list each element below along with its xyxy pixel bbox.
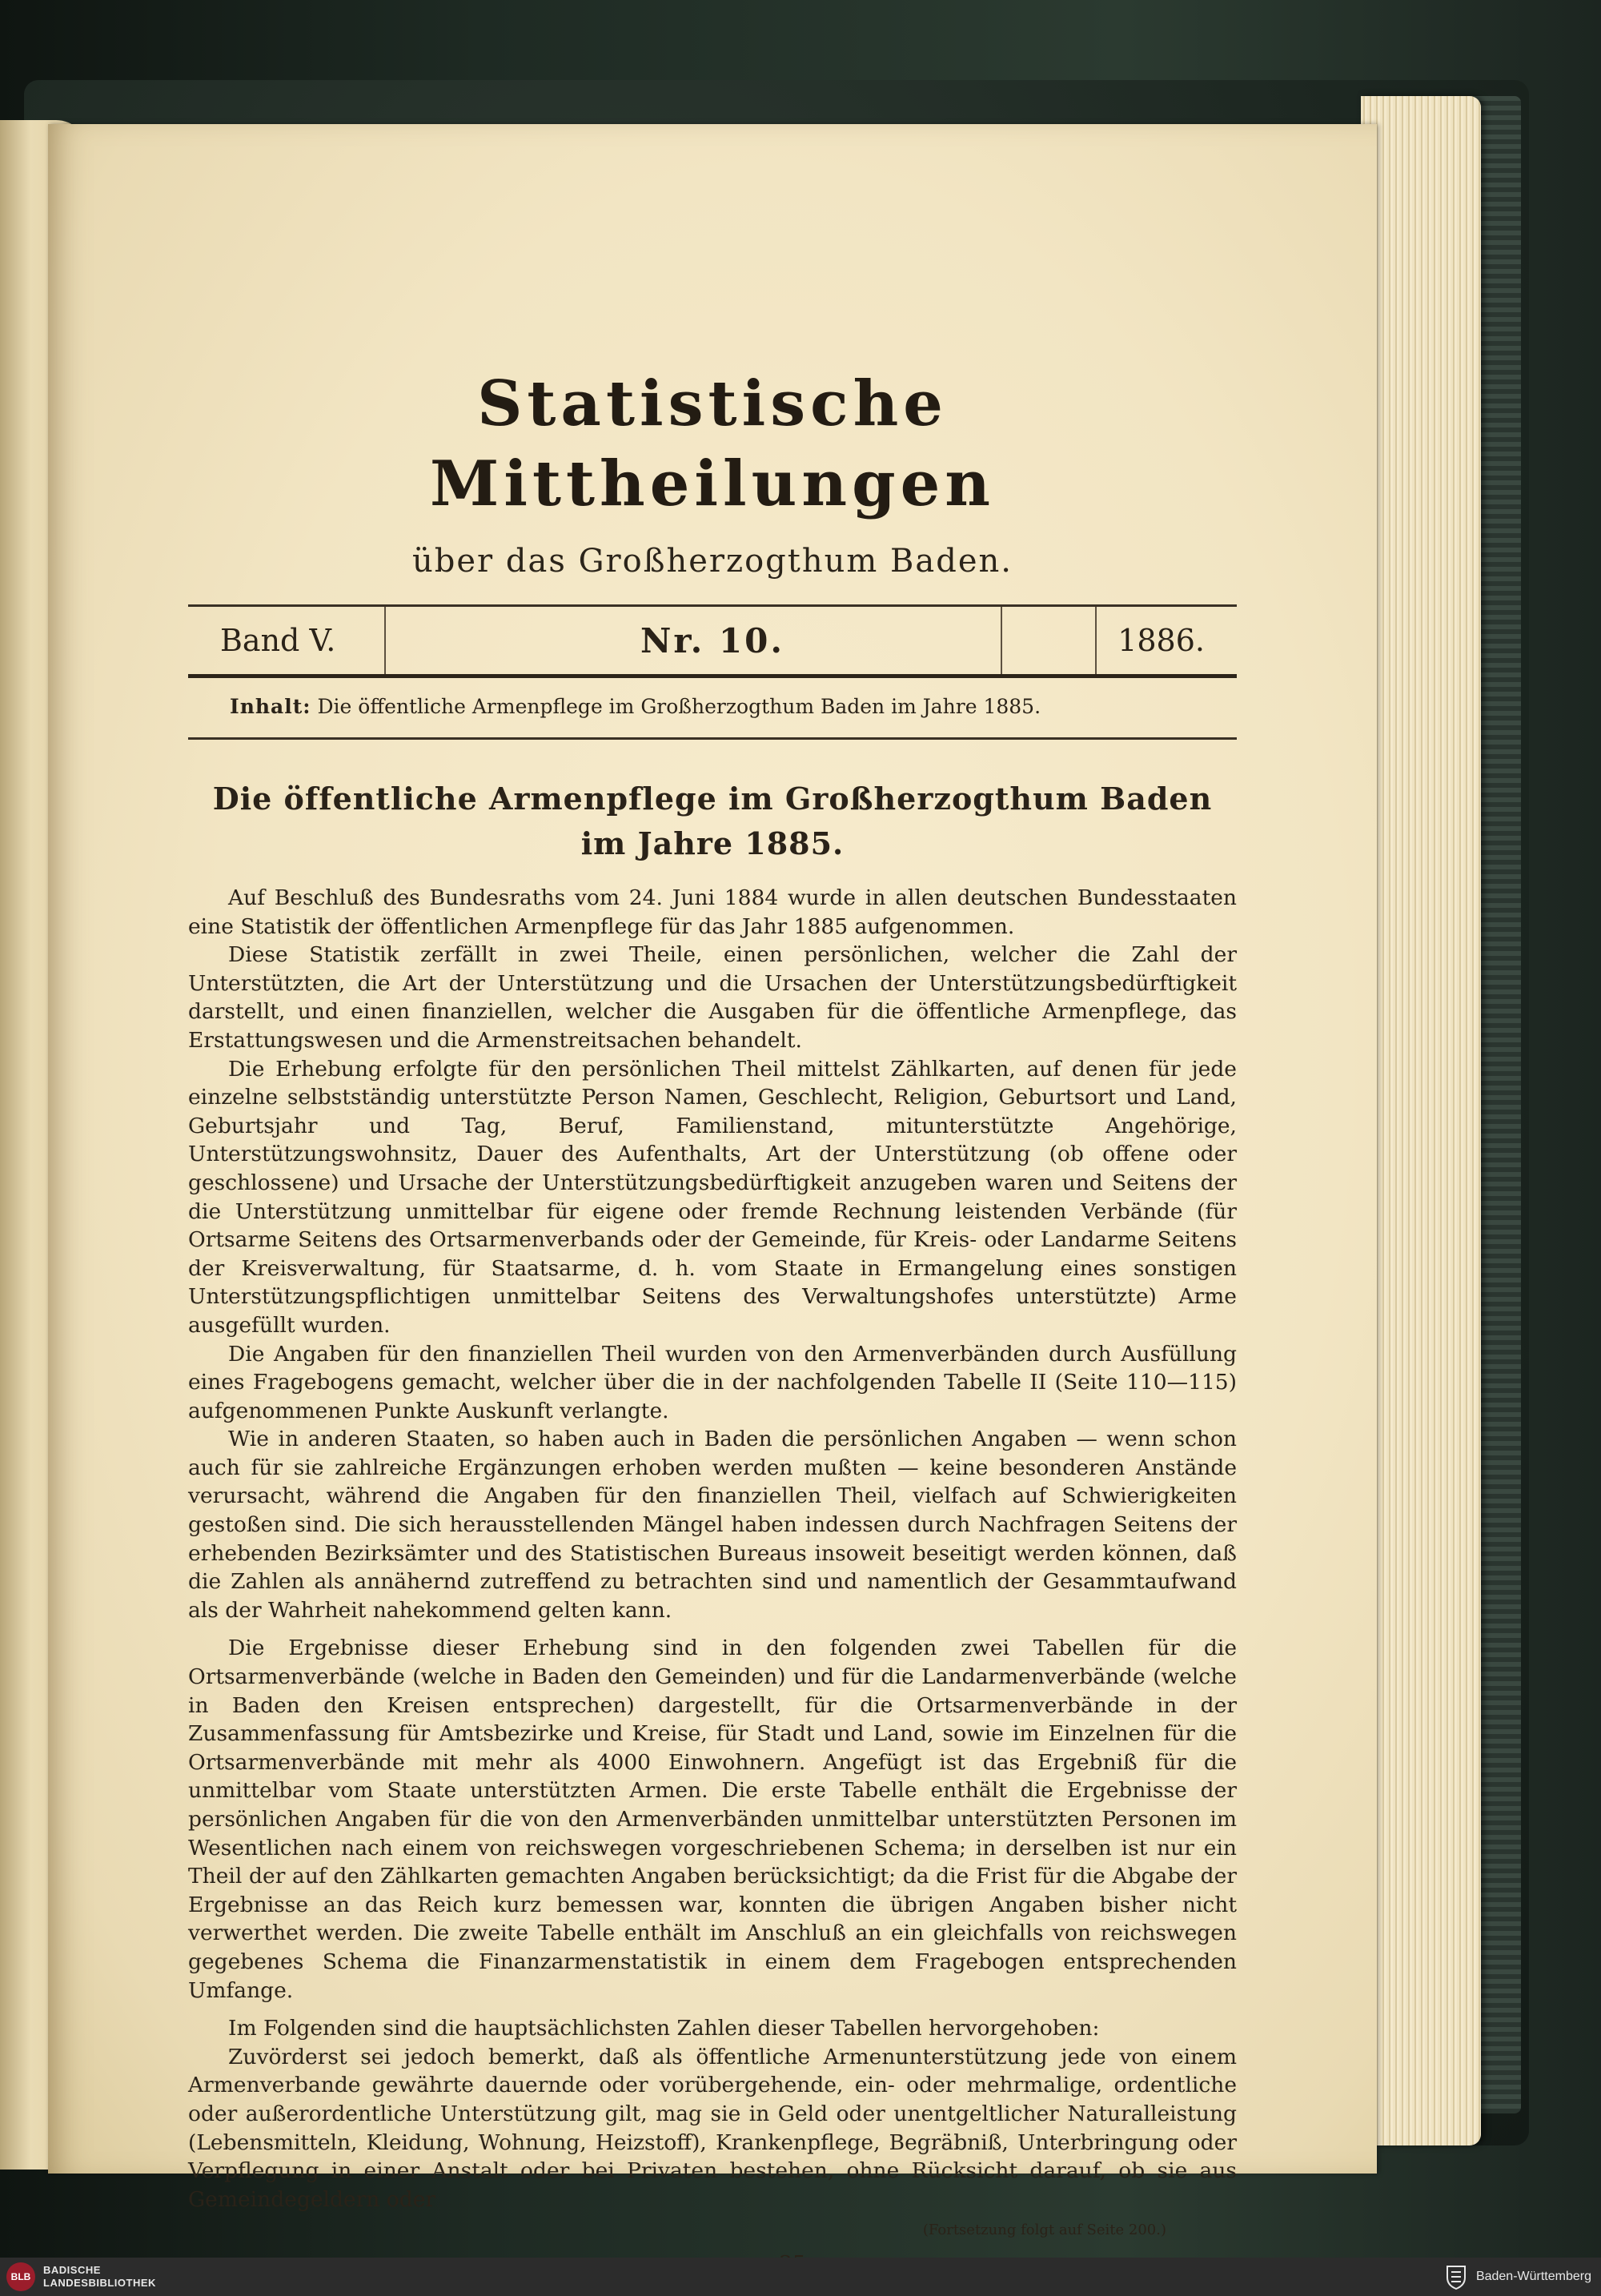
article-title: Die öffentliche Armenpflege im Großherzogthum Baden im Jahre 1885. [212, 781, 1213, 861]
paragraph: Diese Statistik zerfällt in zwei Theile, einen persönlichen, welcher die Zahl der Unterstützten, die Art der Unterstützung und die Ursachen der Unterstützungsbedürftigkeit darstellt, und einen finanziellen, welcher die Ausgaben für die öffentliche Armenpflege, das Erstattungswesen und die Armenstreitsachen behandelt. [188, 942, 1237, 1053]
page-content [188, 340, 1237, 2276]
issue-info-bar [188, 604, 1237, 678]
paragraph: Zuvörderst sei jedoch bemerkt, daß als öffentliche Armenunterstützung jede von einem Armenverbande gewährte dauernde oder vorübergehende, ein- oder mehrmalige, ordentliche oder außerordentliche Unterstützung gilt, mag sie in Geld oder unentgeltlicher Naturalleistung (Lebensmitteln, Kleidung, Wohnung, Heizstoff), Krankenpflege, Begräbniß, Unterbringung oder Verpflegung in einer Anstalt oder bei Privaten bestehen, ohne Rücksicht darauf, ob sie aus Gemeindegeldern oder [188, 2044, 1237, 2212]
blb-logo-icon[interactable]: BLB [6, 2262, 35, 2291]
paragraph: Im Folgenden sind die hauptsächlichsten Zahlen dieser Tabellen hervorgehoben: [228, 2016, 1100, 2041]
issue-number: Nr. 10. [640, 620, 784, 660]
masthead-subtitle: über das Großherzogthum Baden. [412, 543, 1013, 580]
library-name-line1: BADISCHE [43, 2264, 101, 2276]
paragraph: Die Angaben für den finanziellen Theil wurden von den Armenverbänden durch Ausfüllung eines Fragebogens gemacht, welcher über die in der nachfolgenden Tabelle II (Seite 110—115) aufgenommenen Punkte Auskunft verlangte. [188, 1341, 1237, 1423]
paragraph: Die Erhebung erfolgte für den persönlichen Theil mittelst Zählkarten, auf denen für jede einzelne selbstständig unterstützte Person Namen, Geschlecht, Religion, Geburtsort und Land, Geburtsjahr und Tag, Beruf, Familienstand, mitunterstützte Angehörige, Unterstützungswohnsitz, Dauer des Aufenthalts, Art der Unterstützung (ob offene oder geschlossene) und Ursache der Unterstützungsbedürftigkeit anzugeben waren und Seitens der die Unterstützung unmittelbar für eigene oder fremde Rechnung leistenden Verbände (für Ortsarme Seitens des Ortsarmenverbands oder der Gemeinde, für Kreis- oder Landarme Seitens der Kreisverwaltung, für Staatsarme, d. h. vom Staate in Ermangelung eines sonstigen Unterstützungspflichtigen unmittelbar Seitens des Verwaltungshofes unterstützte) Arme ausgefüllt wurden. [188, 1056, 1237, 1338]
contents-label: Inhalt: [230, 695, 311, 718]
masthead-title: Statistische Mittheilungen [430, 367, 995, 520]
paragraph: Wie in anderen Staaten, so haben auch in Baden die persönlichen Angaben — wenn schon auch für sie zahlreiche Ergänzungen erhoben werden mußten — keine besonderen Anstände verursacht, während die Angaben für den finanziellen Theil, vielfach auf Schwierigkeiten gestoßen sind. Die sich herausstellenden Mängel haben indessen durch Nachfragen Seitens der erhebenden Bezirksämter und des Statistischen Bureaus insoweit beseitigt werden können, daß die Zahlen als annähernd zutreffend zu betrachten sind und namentlich der Gesammtaufwand als der Wahrheit nahekommend gelten kann. [188, 1427, 1237, 1623]
paragraph: Auf Beschluß des Bundesraths vom 24. Juni 1884 wurde in allen deutschen Bundesstaaten eine Statistik der öffentlichen Armenpflege für das Jahr 1885 aufgenommen. [188, 885, 1237, 939]
issue-year: 1886. [1117, 623, 1205, 658]
library-name-line2: LANDESBIBLIOTHEK [43, 2277, 156, 2289]
library-footer-bar [0, 2258, 1601, 2296]
table-of-contents [188, 691, 1237, 740]
paragraph: Die Ergebnisse dieser Erhebung sind in den folgenden zwei Tabellen für die Ortsarmenverbände (welche in Baden den Gemeinden) und für die Landarmenverbände (welche in Baden den Kreisen entsprechen) dargestellt, für die Ortsarmenverbände in der Zusammenfassung für Amtsbezirke und Kreise, für Stadt und Land, sowie im Einzelnen für die Ortsarmenverbände mit mehr als 4000 Einwohnern. Angefügt ist das Ergebniß für die unmittelbar vom Staate unterstützten Armen. Die erste Tabelle enthält die Ergebnisse der persönlichen Angaben für die von den Armenverbänden unmittelbar unterstützten Personen im Wesentlichen nach einem von reichswegen vorgeschriebenen Schema; in derselben ist nur ein Theil der auf den Zählkarten gemachten Angaben berücksichtigt; da die Frist für die Abgabe der Ergebnisse an das Reich kurz bemessen war, konnten die übrigen Angaben bisher nicht verwerthet werden. Die zweite Tabelle enthält im Anschluß an ein gleichfalls von reichswegen gegebenes Schema die Finanzarmenstatistik in einem dem Fragebogen entsprechenden Umfange. [188, 1636, 1237, 2003]
volume-label: Band V. [220, 623, 336, 658]
partner-name: Baden-Württemberg [1475, 2270, 1591, 2283]
page-edges [1361, 96, 1481, 2145]
coat-of-arms-icon [1444, 2263, 1468, 2290]
library-name[interactable] [43, 2264, 156, 2290]
article-body [188, 884, 1237, 2214]
book-page [48, 124, 1377, 2239]
continuation-note: (Fortsetzung folgt auf Seite 200.) [922, 2222, 1166, 2239]
contents-text: Die öffentliche Armenpflege im Großherzogthum Baden im Jahre 1885. [317, 695, 1041, 718]
baden-wuerttemberg-logo[interactable] [1444, 2263, 1591, 2290]
